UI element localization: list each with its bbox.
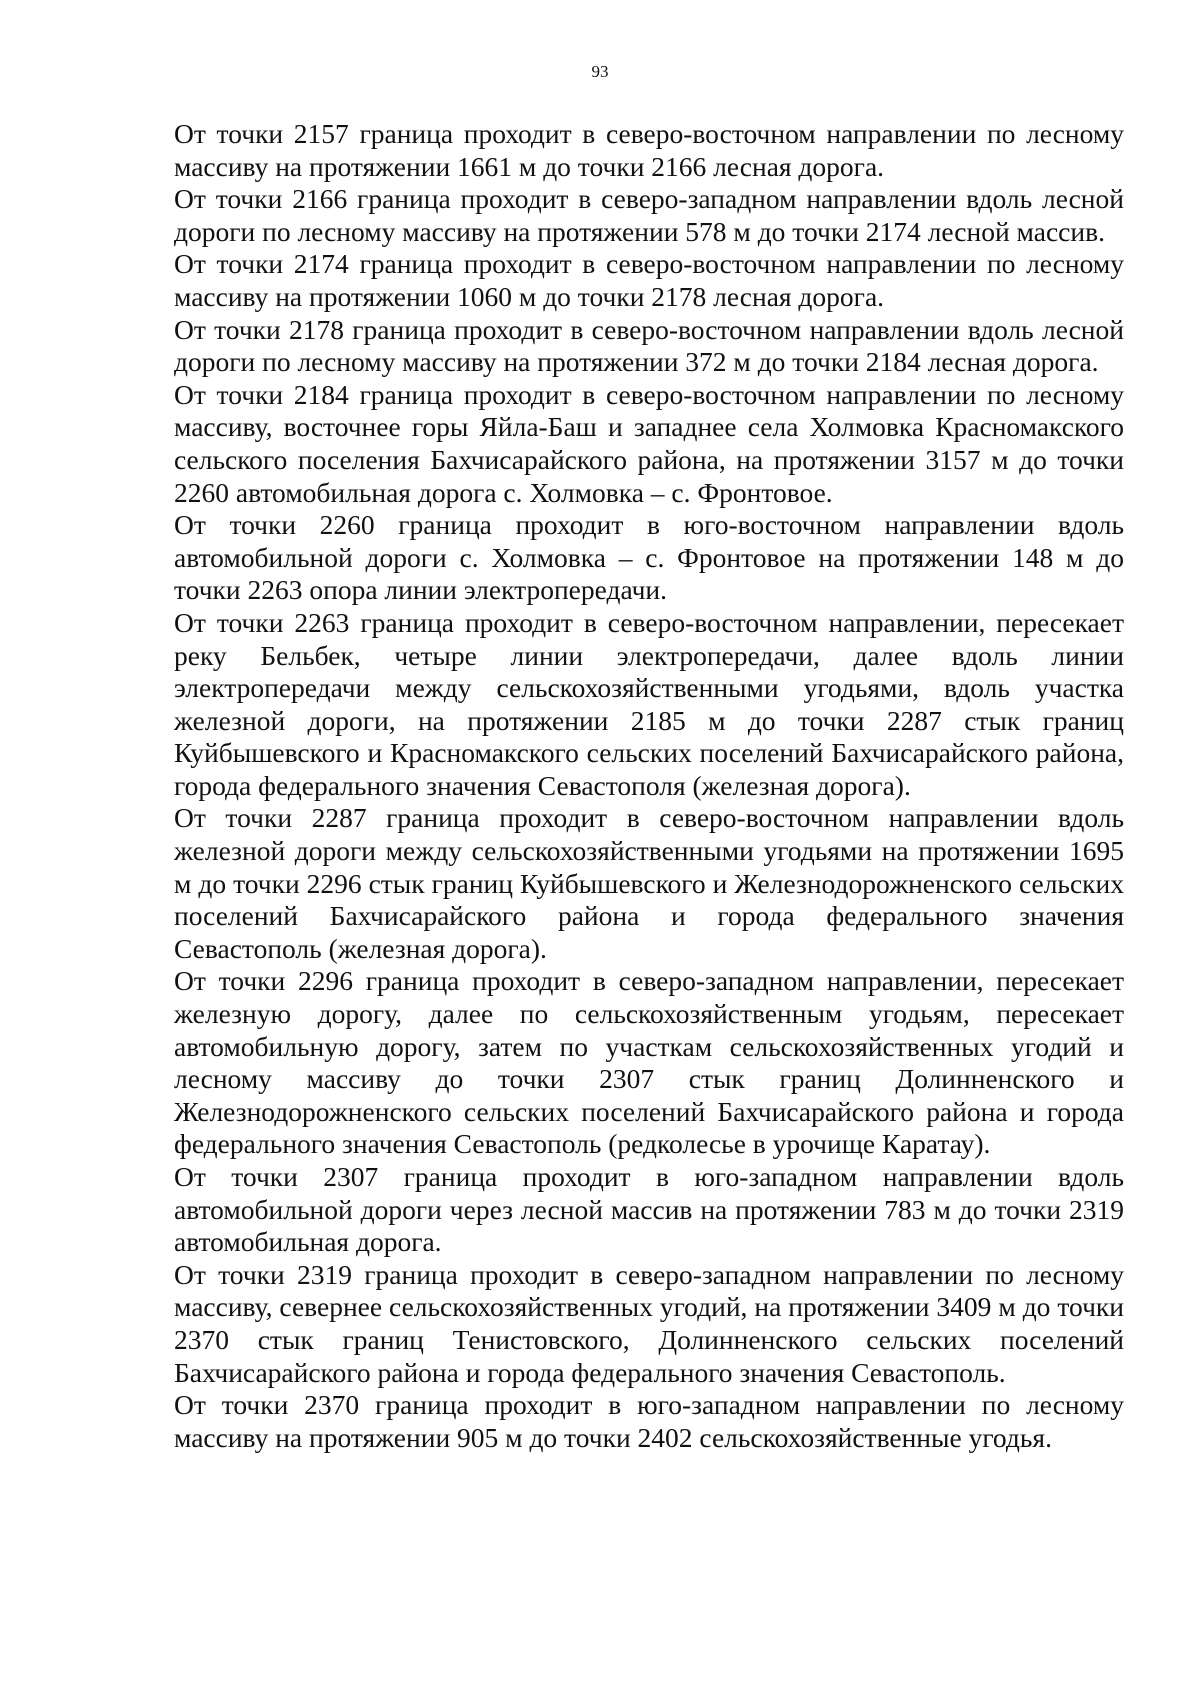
paragraph: От точки 2307 граница проходит в юго-западном направлении вдоль автомобильной дороги через лесной массив на протяжении 783 м до точки 2319 автомобильная дорога.: [174, 1161, 1124, 1258]
paragraph: От точки 2296 граница проходит в северо-западном направлении, пересекает железную дорогу, далее по сельскохозяйственным угодьям, пересекает автомобильную дорогу, затем по участкам сельскохозяйственных угодий и лесному массиву до точки 2307 стык границ Долинненского и Железнодорожненского сельских поселений Бахчисарайского района и города федерального значения Севастополь (редколесье в урочище Каратау).: [174, 965, 1124, 1160]
paragraph: От точки 2174 граница проходит в северо-восточном направлении по лесному массиву на протяжении 1060 м до точки 2178 лесная дорога.: [174, 248, 1124, 312]
paragraph: От точки 2370 граница проходит в юго-западном направлении по лесному массиву на протяжении 905 м до точки 2402 сельскохозяйственные угодья.: [174, 1389, 1124, 1453]
paragraph: От точки 2319 граница проходит в северо-западном направлении по лесному массиву, севернее сельскохозяйственных угодий, на протяжении 3409 м до точки 2370 стык границ Тенистовского, Долинненского сельских поселений Бахчисарайского района и города федерального значения Севастополь.: [174, 1258, 1124, 1388]
paragraph: От точки 2157 граница проходит в северо-восточном направлении по лесному массиву на протяжении 1661 м до точки 2166 лесная дорога.: [174, 118, 1124, 182]
paragraph: От точки 2184 граница проходит в северо-восточном направлении по лесному массиву, восточнее горы Яйла-Баш и западнее села Холмовка Красномакского сельского поселения Бахчисарайского района, на протяжении 3157 м до точки 2260 автомобильная дорога с. Холмовка – с. Фронтовое.: [174, 378, 1124, 508]
page-number: 93: [591, 62, 609, 81]
paragraph: От точки 2260 граница проходит в юго-восточном направлении вдоль автомобильной дороги с. Холмовка – с. Фронтовое на протяжении 148 м до точки 2263 опора линии электропередачи.: [174, 509, 1124, 606]
paragraph: От точки 2178 граница проходит в северо-восточном направлении вдоль лесной дороги по лесному массиву на протяжении 372 м до точки 2184 лесная дорога.: [174, 313, 1124, 378]
document-body: [174, 118, 1124, 1454]
paragraph: От точки 2263 граница проходит в северо-восточном направлении, пересекает реку Бельбек, четыре линии электропередачи, далее вдоль линии электропередачи между сельскохозяйственными угодьями, вдоль участка железной дороги, на протяжении 2185 м до точки 2287 стык границ Куйбышевского и Красномакского сельских поселений Бахчисарайского района, города федерального значения Севастополя (железная дорога).: [174, 606, 1124, 801]
paragraph: От точки 2287 граница проходит в северо-восточном направлении вдоль железной дороги между сельскохозяйственными угодьями на протяжении 1695 м до точки 2296 стык границ Куйбышевского и Железнодорожненского сельских поселений Бахчисарайского района и города федерального значения Севастополь (железная дорога).: [174, 802, 1124, 964]
paragraph: От точки 2166 граница проходит в северо-западном направлении вдоль лесной дороги по лесному массиву на протяжении 578 м до точки 2174 лесной массив.: [174, 183, 1124, 247]
